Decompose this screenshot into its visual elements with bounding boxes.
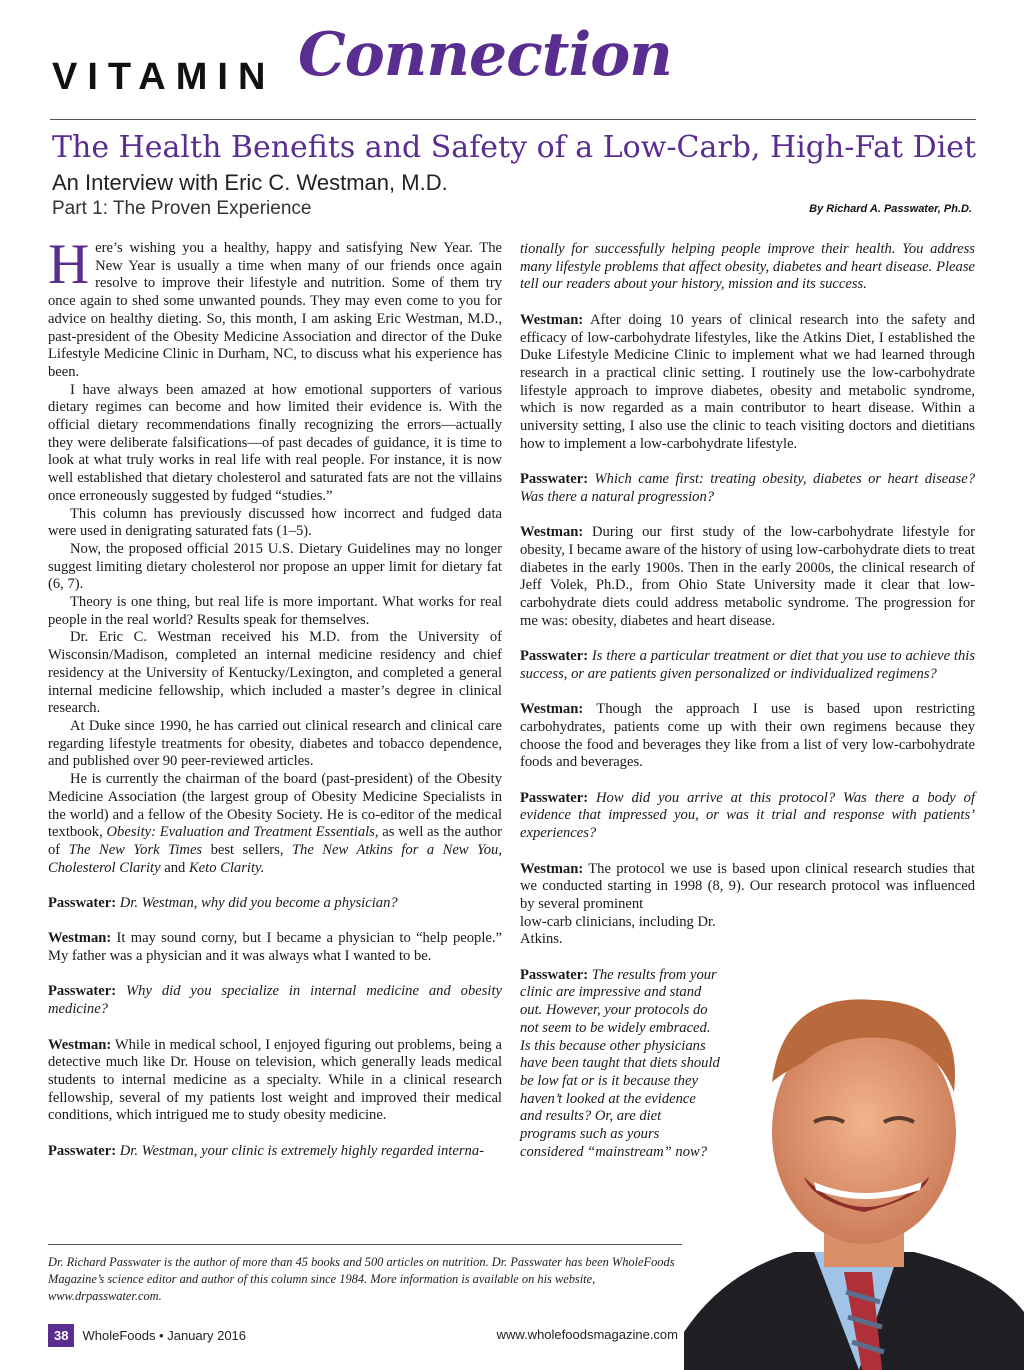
portrait-illustration [684,972,1024,1370]
question: Passwater: Why did you specialize in internal medicine and obesity medicine? [48,983,502,1018]
article-subtitle: An Interview with Eric C. Westman, M.D. [52,170,448,195]
paragraph: I have always been amazed at how emotional supporters of various dietary regimes can become and how limited their evidence is. With the official dietary recommendations finally recognizing the errors—actually they were deliberate falsifications—of past decades of guidance, it is time to look at what truly works in real life with real people. For instance, it is now well established that dietary cholesterol and saturated fats are not the villains once erroneously suggested by fudged “studies.” [48,381,502,504]
footnote-rule [48,1244,682,1245]
publication-info: WholeFoods • January 2016 [82,1327,247,1343]
question: Passwater: Which came first: treating obesity, diabetes or heart disease? Was there a natural progression? [520,471,975,505]
article-part: Part 1: The Proven Experience [52,198,312,219]
answer-continued: low-carb clinicians, including Dr. Atkins. [520,913,716,948]
answer: Westman: Though the approach I use is based upon restricting carbohydrates, patients come up with their own regimens because they choose the food and beverages they like from a list of very low-carbohydrate foods and beverages. [520,701,975,771]
question: Passwater: Dr. Westman, why did you become a physician? [48,895,398,911]
drop-cap: H [48,233,90,296]
masthead-vitamin: VITAMIN [52,56,276,98]
portrait-photo [684,972,1024,1370]
magazine-website: www.wholefoodsmagazine.com [496,1327,678,1342]
answer: Westman: The protocol we use is based upon clinical research studies that we conducted starting in 1998 (8, 9). Our research protocol was influenced by several prominent [520,860,975,912]
answer: Westman: During our first study of the low-carbohydrate lifestyle for obesity, I became aware of the history of using low-carbohydrate diets to treat diabetes in the early 1900s. Then in the early 2000s, the clinical research of Jeff Volek, Ph.D., from Ohio State University made it clear that low-carbohydrate diets could address metabolic syndrome. The progression for me was: obesity, diabetes and heart disease. [520,524,975,629]
page-number: 38 [48,1324,74,1347]
paragraph: Now, the proposed official 2015 U.S. Dietary Guidelines may no longer suggest limiting dietary cholesterol nor propose an upper limit for dietary fat (6, 7). [48,540,502,593]
paragraph: This column has previously discussed how incorrect and fudged data were used in denigrating saturated fats (1–5). [48,505,502,540]
answer: Westman: After doing 10 years of clinical research into the safety and efficacy of low-carbohydrate lifestyles, like the Atkins Diet, I established the Duke Lifestyle Medicine Clinic to implement what we had learned through research in a practical clinic setting. I routinely use the low-carbohydrate lifestyle approach to improve diabetes, obesity and metabolic syndrome, which is now regarded as a main contributor to heart disease. Within a university setting, I also use the clinic to teach visiting doctors and dietitians how to implement a low-carbohydrate lifestyle. [520,311,975,452]
paragraph: He is currently the chairman of the board (past-president) of the Obesity Medicine Association (the largest group of Obesity Medicine Specialists in the world) and a fellow of the Obesity Society. He is co-editor of the medical textbook, Obesity: Evaluation and Treatment Essentials, as well as the author of The New York Times best sellers, The New Atkins for a New You, Cholesterol Clarity and Keto Clarity. [48,771,503,876]
question: Passwater: Is there a particular treatment or diet that you use to achieve this success, or are patients given personalized or individualized regimens? [520,648,975,682]
masthead-connection: Connection [298,20,672,90]
folio [48,1322,246,1348]
paragraph: Dr. Eric C. Westman received his M.D. from the University of Wisconsin/Madison, completed an internal medicine residency and chief residency at the University of Kentucky/Lexington, and completed a general internal medicine fellowship, which included a master’s degree in clinical research. [48,629,502,717]
question-continued: tionally for successfully helping people improve their health. You address many lifestyle problems that affect obesity, diabetes and heart disease. Please tell our readers about your history, mission and its success. [520,241,975,293]
article-title: The Health Benefits and Safety of a Low-Carb, High-Fat Diet [52,130,977,165]
header-rule [50,119,976,120]
paragraph: At Duke since 1990, he has carried out clinical research and clinical care regarding lifestyle treatments for obesity, diabetes and tobacco dependence, and published over 90 peer-reviewed articles. [48,717,502,770]
answer: Westman: It may sound corny, but I became a physician to “help people.” My father was a physician and it was always what I wanted to be. [48,930,502,965]
answer: Westman: While in medical school, I enjoyed figuring out problems, being a detective much like Dr. House on television, which generally leads medical students to internal medicine as a specialty. While in a clinical research fellowship, several of my patients lost weight and improved their medical conditions, which intrigued me to study obesity medicine. [48,1036,502,1124]
author-note: Dr. Richard Passwater is the author of more than 45 books and 500 articles on nutrition. Dr. Passwater has been WholeFoods Magazine’s science editor and author of this column since 1984. More information is available on his website, www.drpasswater.com. [48,1255,675,1303]
question: Passwater: Dr. Westman, your clinic is extremely highly regarded interna- [48,1142,484,1159]
intro-paragraph: Here’s wishing you a healthy, happy and satisfying New Year. The New Year is usually a time when many of our friends once again resolve to improve their lifestyle and nutrition. Some of them try once again to shed some unwanted pounds. They may even come to you for advice on healthy dieting. So, this month, I am asking Eric Westman, M.D., past-president of the Obesity Medicine Association and director of the Duke Lifestyle Medicine Clinic in Durham, NC, to discuss what his experience has been. [48,233,502,380]
byline: By Richard A. Passwater, Ph.D. [809,203,972,215]
question: Passwater: The results from your clinic are impressive and stand out. However, your protocols do not seem to be widely embraced. Is this because other physicians have been taught that diets should be low fat or is it because they haven’t looked at the evidence and results? Or, are diet programs such as yours considered “mainstream” now? [520,966,720,1160]
question: Passwater: How did you arrive at this protocol? Was there a body of evidence that impressed you, or was it trial and response with patients’ experiences? [520,789,975,842]
paragraph: Theory is one thing, but real life is more important. What works for real people in the real world? Results speak for themselves. [48,594,502,628]
left-column [48,233,503,1160]
